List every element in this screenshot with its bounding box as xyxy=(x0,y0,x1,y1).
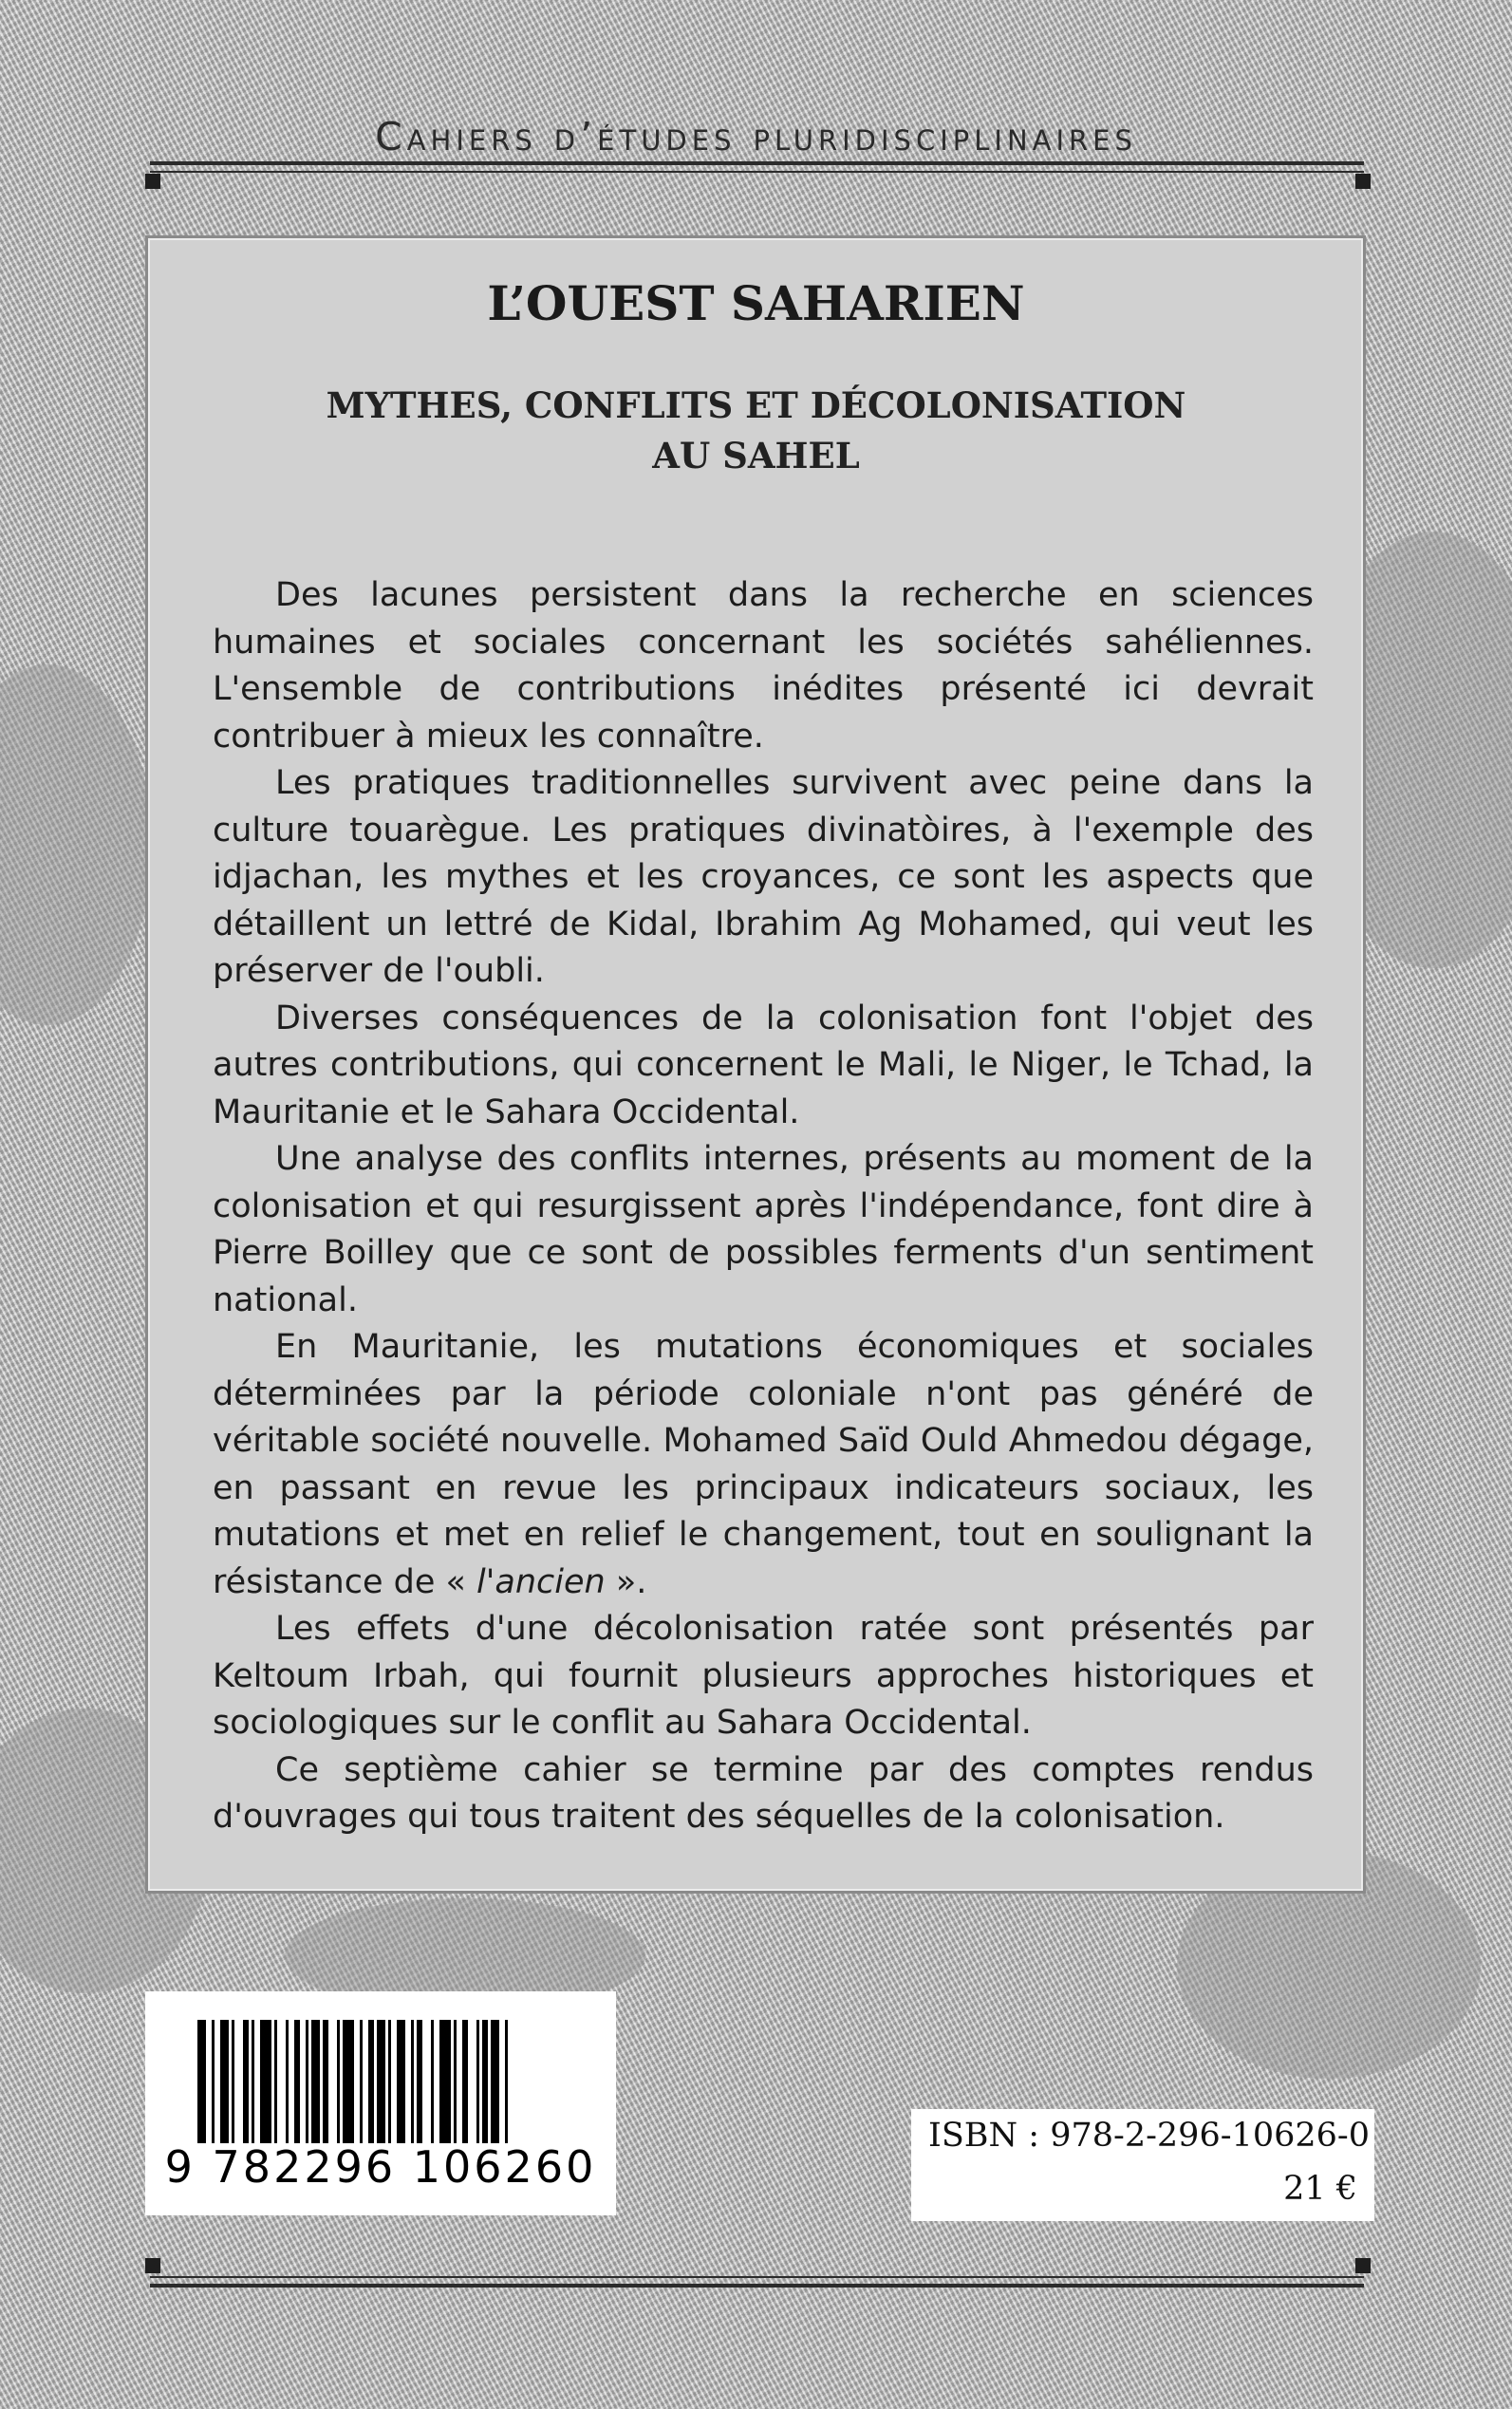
corner-square xyxy=(1355,2258,1371,2273)
isbn: ISBN : 978-2-296-10626-0 xyxy=(928,2117,1370,2155)
blurb-paragraph: Les effets d'une décolonisation ratée sont présentés par Keltoum Irbah, qui fournit plusieurs approches historiques et sociologiques sur le conflit au Sahara Occidental. xyxy=(213,1610,1314,1742)
blurb-paragraph-text: En Mauritanie, les mutations économiques et sociales déterminées par la période coloniale n'ont pas généré de véritable société nouvelle. Mohamed Saïd Ould Ahmedou dégage, en passant en revue les principaux indicateurs sociaux, les mutations et met en relief le changement, tout en soulignant la résistance de xyxy=(213,1328,1314,1601)
corner-square xyxy=(1355,174,1371,189)
book-subtitle-line-1: MYTHES, CONFLITS ET DÉCOLONISATION xyxy=(326,384,1186,426)
barcode-digits: 9 782296 106260 xyxy=(164,2141,597,2193)
isbn-price-box xyxy=(911,2109,1374,2221)
bottom-rule-thin xyxy=(150,2276,1364,2278)
barcode xyxy=(145,1991,616,2215)
bottom-rule xyxy=(150,2284,1364,2288)
quote-open: « xyxy=(445,1562,477,1601)
series-title: Cahiers d’études pluridisciplinaires xyxy=(375,114,1137,159)
quoted-word: l'ancien xyxy=(476,1562,606,1601)
price: 21 € xyxy=(1283,2170,1357,2208)
blurb-paragraph: Ce septième cahier se termine par des comptes rendus d'ouvrages qui tous traitent des séquelles de la colonisation. xyxy=(213,1750,1314,1836)
top-rule xyxy=(150,161,1364,165)
blurb-paragraph: Des lacunes persistent dans la recherche en sciences humaines et sociales concernant les sociétés sahéliennes. L'ensemble de contributions inédites présenté ici devrait contribuer à mieux les connaître. xyxy=(213,576,1314,756)
corner-square xyxy=(145,174,160,189)
top-rule-thin xyxy=(150,171,1364,173)
book-subtitle-line-2: AU SAHEL xyxy=(652,435,860,476)
quote-close: ». xyxy=(605,1562,647,1601)
blurb-paragraph: Les pratiques traditionnelles survivent avec peine dans la culture touarègue. Les pratiques divinatòires, à l'exemple des idjachan, les mythes et les croyances, ce sont les aspects que détaillent un lettré de Kidal, Ibrahim Ag Mohamed, qui veut les préserver de l'oubli. xyxy=(213,764,1314,990)
background-pattern xyxy=(0,664,152,1025)
blurb xyxy=(213,572,1314,1841)
blurb-paragraph: Diverses conséquences de la colonisation font l'objet des autres contributions, qui concernent le Mali, le Niger, le Tchad, la Mauritanie et le Sahara Occidental. xyxy=(213,999,1314,1131)
blurb-paragraph-with-quote xyxy=(213,1324,1314,1606)
blurb-paragraph: Une analyse des conflits internes, présents au moment de la colonisation et qui resurgissent après l'indépendance, font dire à Pierre Boilley que ce sont de possibles ferments d'un sentiment national. xyxy=(213,1140,1314,1319)
book-title: L’OUEST SAHARIEN xyxy=(487,275,1025,331)
corner-square xyxy=(145,2258,160,2273)
barcode-bars xyxy=(197,2020,568,2143)
